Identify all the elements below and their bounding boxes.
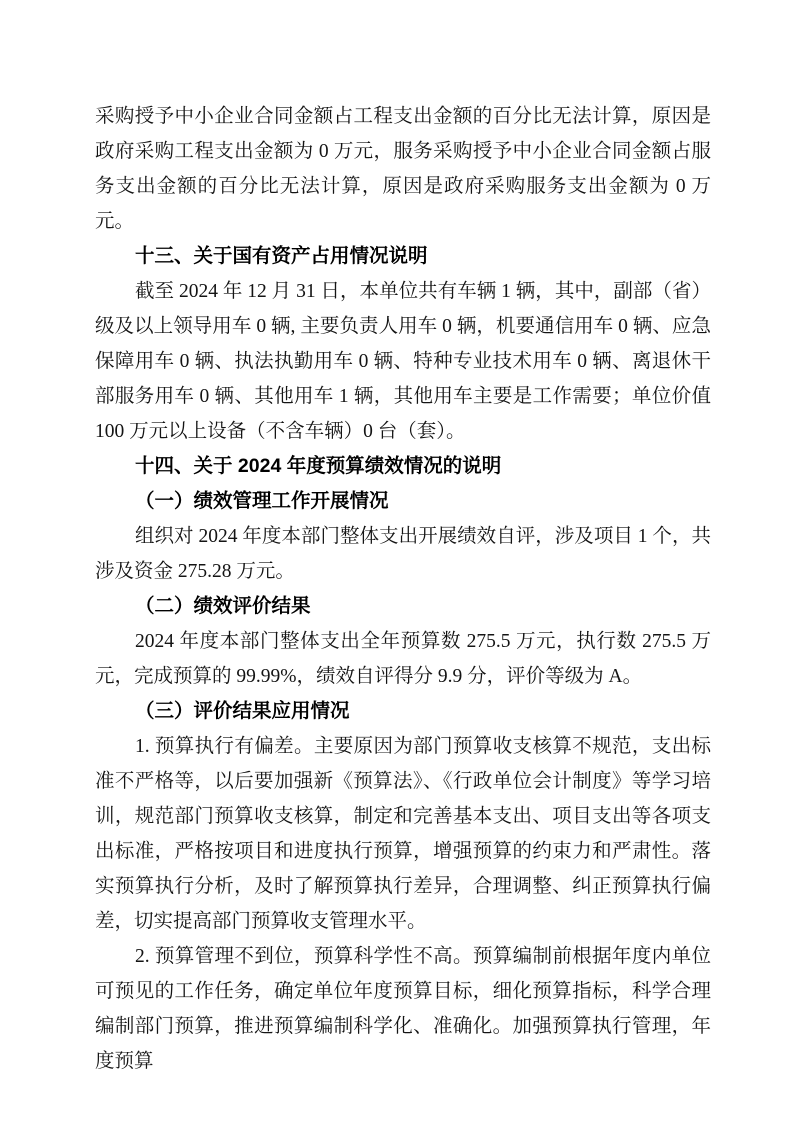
subsection-heading-1-performance-management: （一）绩效管理工作开展情况 [135, 490, 389, 512]
paragraph-issue-1-budget-deviation: 1. 预算执行有偏差。主要原因为部门预算收支核算不规范，支出标准不严格等，以后要加强新《预算法》、《行政单位会计制度》等学习培训，规范部门预算收支核算，制定和完善基本支出、项目支出等各项支出标准，严格按项目和进度执行预算，增强预算的约束力和严肃性。落实预算执行分析，及时了解预算执行差异，合理调整、纠正预算执行偏差，切实提高部门预算收支管理水平。 [95, 736, 711, 932]
subsection-heading-2-evaluation-results: （二）绩效评价结果 [135, 595, 311, 617]
subsection-heading-3-result-application: （三）评价结果应用情况 [135, 700, 350, 722]
section-heading-14-budget-performance: 十四、关于 2024 年度预算绩效情况的说明 [135, 455, 502, 477]
section-heading-13-state-assets: 十三、关于国有资产占用情况说明 [135, 245, 428, 267]
paragraph-procurement-continuation: 采购授予中小企业合同金额占工程支出金额的百分比无法计算，原因是政府采购工程支出金额为 0 万元，服务采购授予中小企业合同金额占服务支出金额的百分比无法计算，原因是政府采购服务支出金额为 0 万元。 [95, 106, 711, 232]
paragraph-vehicle-assets: 截至 2024 年 12 月 31 日，本单位共有车辆 1 辆，其中，副部（省）级及以上领导用车 0 辆, 主要负责人用车 0 辆，机要通信用车 0 辆、应急保障用车 0 辆、执法执勤用车 0 辆、特种专业技术用车 0 辆、离退休干部服务用车 0 辆、其他用车 1 辆，其他用车主要是工作需要；单位价值 100 万元以上设备（不含车辆）0 台（套）。 [95, 281, 711, 442]
paragraph-budget-execution-figures: 2024 年度本部门整体支出全年预算数 275.5 万元，执行数 275.5 万元，完成预算的 99.99%，绩效自评得分 9.9 分，评价等级为 A。 [95, 631, 711, 687]
paragraph-issue-2-budget-management: 2. 预算管理不到位，预算科学性不高。预算编制前根据年度内单位可预见的工作任务，确定单位年度预算目标，细化预算指标，科学合理编制部门预算，推进预算编制科学化、准确化。加强预算执行管理，年度预算 [95, 946, 711, 1072]
paragraph-self-evaluation: 组织对 2024 年度本部门整体支出开展绩效自评，涉及项目 1 个，共涉及资金 275.28 万元。 [95, 526, 711, 582]
